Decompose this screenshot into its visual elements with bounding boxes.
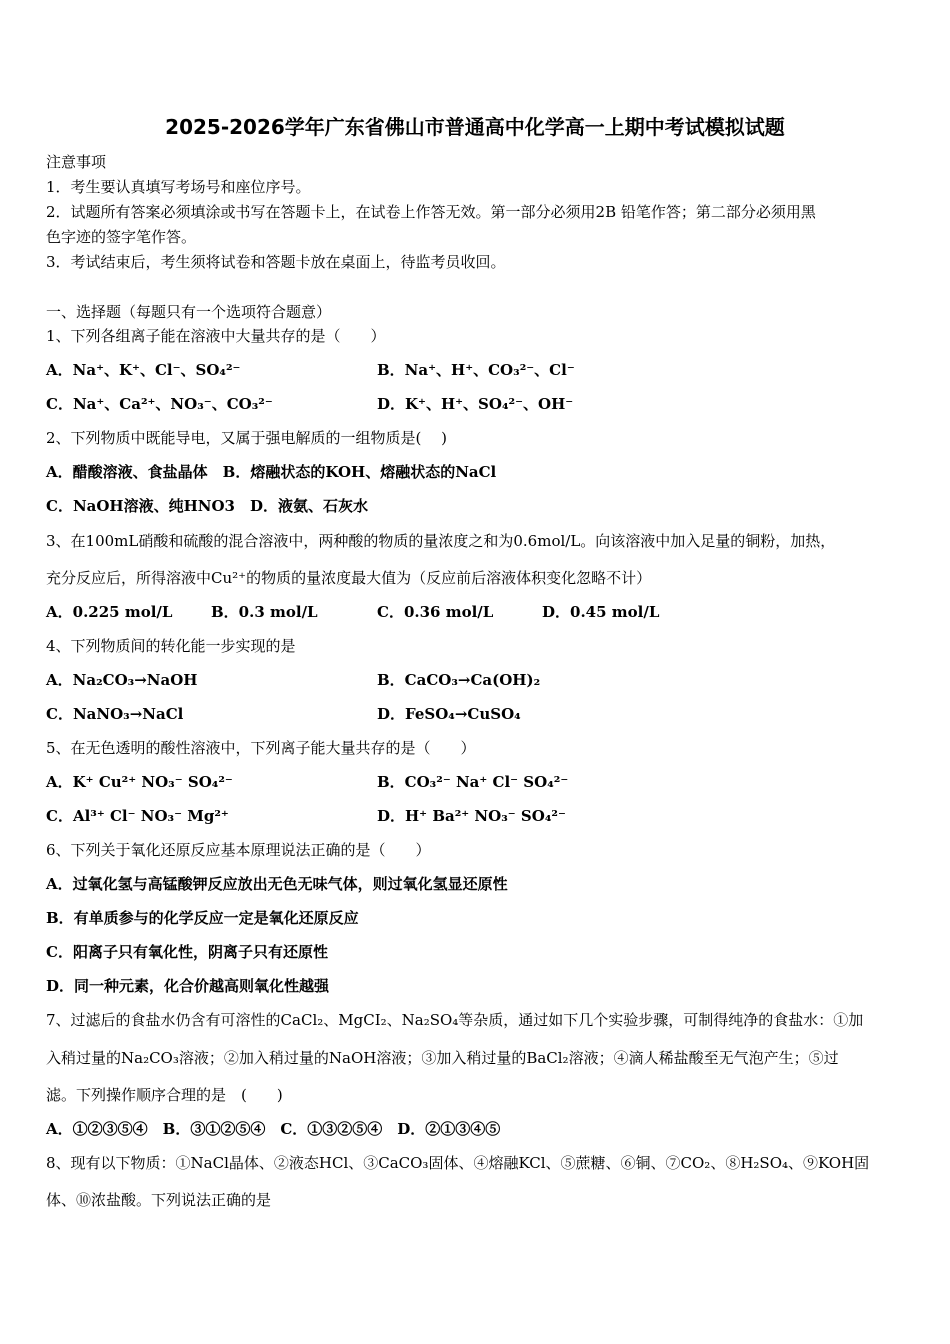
question-8-stem-line-1: 8、现有以下物质：①NaCl晶体、②液态HCl、③CaCO₃固体、④熔融KCl、⑤蔗糖、⑥铜、⑦CO₂、⑧H₂SO₄、⑨KOH固	[46, 1154, 870, 1172]
question-5-option-c: C．Al³⁺ Cl⁻ NO₃⁻ Mg²⁺	[46, 807, 229, 825]
question-3-option-a: A．0.225 mol/L	[46, 603, 173, 621]
notice-heading: 注意事项	[46, 153, 107, 171]
question-3-stem-line-2: 充分反应后，所得溶液中Cu²⁺的物质的量浓度最大值为（反应前后溶液体积变化忽略不计）	[46, 569, 652, 587]
question-1-option-d: D．K⁺、H⁺、SO₄²⁻、OH⁻	[377, 395, 574, 413]
notice-item-2-line-1: 2．试题所有答案必须填涂或书写在答题卡上，在试卷上作答无效。第一部分必须用2B 铅笔作答；第二部分必须用黑	[46, 203, 816, 221]
question-4-stem: 4、下列物质间的转化能一步实现的是	[46, 637, 296, 655]
question-6-option-d: D．同一种元素，化合价越高则氧化性越强	[46, 977, 330, 995]
question-1-option-c: C．Na⁺、Ca²⁺、NO₃⁻、CO₃²⁻	[46, 395, 273, 413]
question-3-stem-line-1: 3、在100mL硝酸和硫酸的混合溶液中，两种酸的物质的量浓度之和为0.6mol/L。向该溶液中加入足量的铜粉，加热，	[46, 532, 836, 550]
question-5-option-b: B．CO₃²⁻ Na⁺ Cl⁻ SO₄²⁻	[377, 773, 569, 791]
question-4-option-c: C．NaNO₃→NaCl	[46, 705, 184, 723]
question-1-option-a: A．Na⁺、K⁺、Cl⁻、SO₄²⁻	[46, 361, 241, 379]
notice-item-2-line-2: 色字迹的签字笔作答。	[46, 228, 197, 246]
question-3-option-d: D．0.45 mol/L	[542, 603, 660, 621]
question-5-stem: 5、在无色透明的酸性溶液中，下列离子能大量共存的是（ ）	[46, 739, 476, 757]
question-6-option-b: B．有单质参与的化学反应一定是氧化还原反应	[46, 909, 359, 927]
question-6-option-c: C．阳离子只有氧化性，阴离子只有还原性	[46, 943, 328, 961]
question-2-options-cd: C．NaOH溶液、纯HNO3 D．液氨、石灰水	[46, 497, 369, 515]
question-1-option-b: B．Na⁺、H⁺、CO₃²⁻、Cl⁻	[377, 361, 575, 379]
question-7-stem-line-3: 滤。下列操作顺序合理的是 ( )	[46, 1086, 283, 1104]
question-3-option-b: B．0.3 mol/L	[211, 603, 318, 621]
question-3-option-c: C．0.36 mol/L	[377, 603, 494, 621]
question-6-stem: 6、下列关于氧化还原反应基本原理说法正确的是（ ）	[46, 841, 431, 859]
question-4-option-b: B．CaCO₃→Ca(OH)₂	[377, 671, 541, 689]
notice-item-3: 3．考试结束后，考生须将试卷和答题卡放在桌面上，待监考员收回。	[46, 253, 506, 271]
section-heading: 一、选择题（每题只有一个选项符合题意）	[46, 303, 332, 321]
question-7-stem-line-2: 入稍过量的Na₂CO₃溶液；②加入稍过量的NaOH溶液；③加入稍过量的BaCl₂溶液；④滴人稀盐酸至无气泡产生；⑤过	[46, 1049, 839, 1067]
question-5-option-d: D．H⁺ Ba²⁺ NO₃⁻ SO₄²⁻	[377, 807, 566, 825]
page-title: 2025-2026学年广东省佛山市普通高中化学高一上期中考试模拟试题	[165, 115, 785, 139]
question-6-option-a: A．过氧化氢与高锰酸钾反应放出无色无味气体，则过氧化氢显还原性	[46, 875, 508, 893]
question-1-stem: 1、下列各组离子能在溶液中大量共存的是（ ）	[46, 327, 386, 345]
question-4-option-a: A．Na₂CO₃→NaOH	[46, 671, 198, 689]
question-4-option-d: D．FeSO₄→CuSO₄	[377, 705, 521, 723]
question-5-option-a: A．K⁺ Cu²⁺ NO₃⁻ SO₄²⁻	[46, 773, 233, 791]
question-8-stem-line-2: 体、⑩浓盐酸。下列说法正确的是	[46, 1191, 272, 1209]
question-2-options-ab: A．醋酸溶液、食盐晶体 B．熔融状态的KOH、熔融状态的NaCl	[46, 463, 497, 481]
question-2-stem: 2、下列物质中既能导电，又属于强电解质的一组物质是( )	[46, 429, 448, 447]
notice-item-1: 1．考生要认真填写考场号和座位序号。	[46, 178, 311, 196]
question-7-options: A．①②③⑤④ B．③①②⑤④ C．①③②⑤④ D．②①③④⑤	[46, 1120, 501, 1138]
question-7-stem-line-1: 7、过滤后的食盐水仍含有可溶性的CaCl₂、MgCI₂、Na₂SO₄等杂质，通过如下几个实验步骤，可制得纯净的食盐水：①加	[46, 1011, 864, 1029]
